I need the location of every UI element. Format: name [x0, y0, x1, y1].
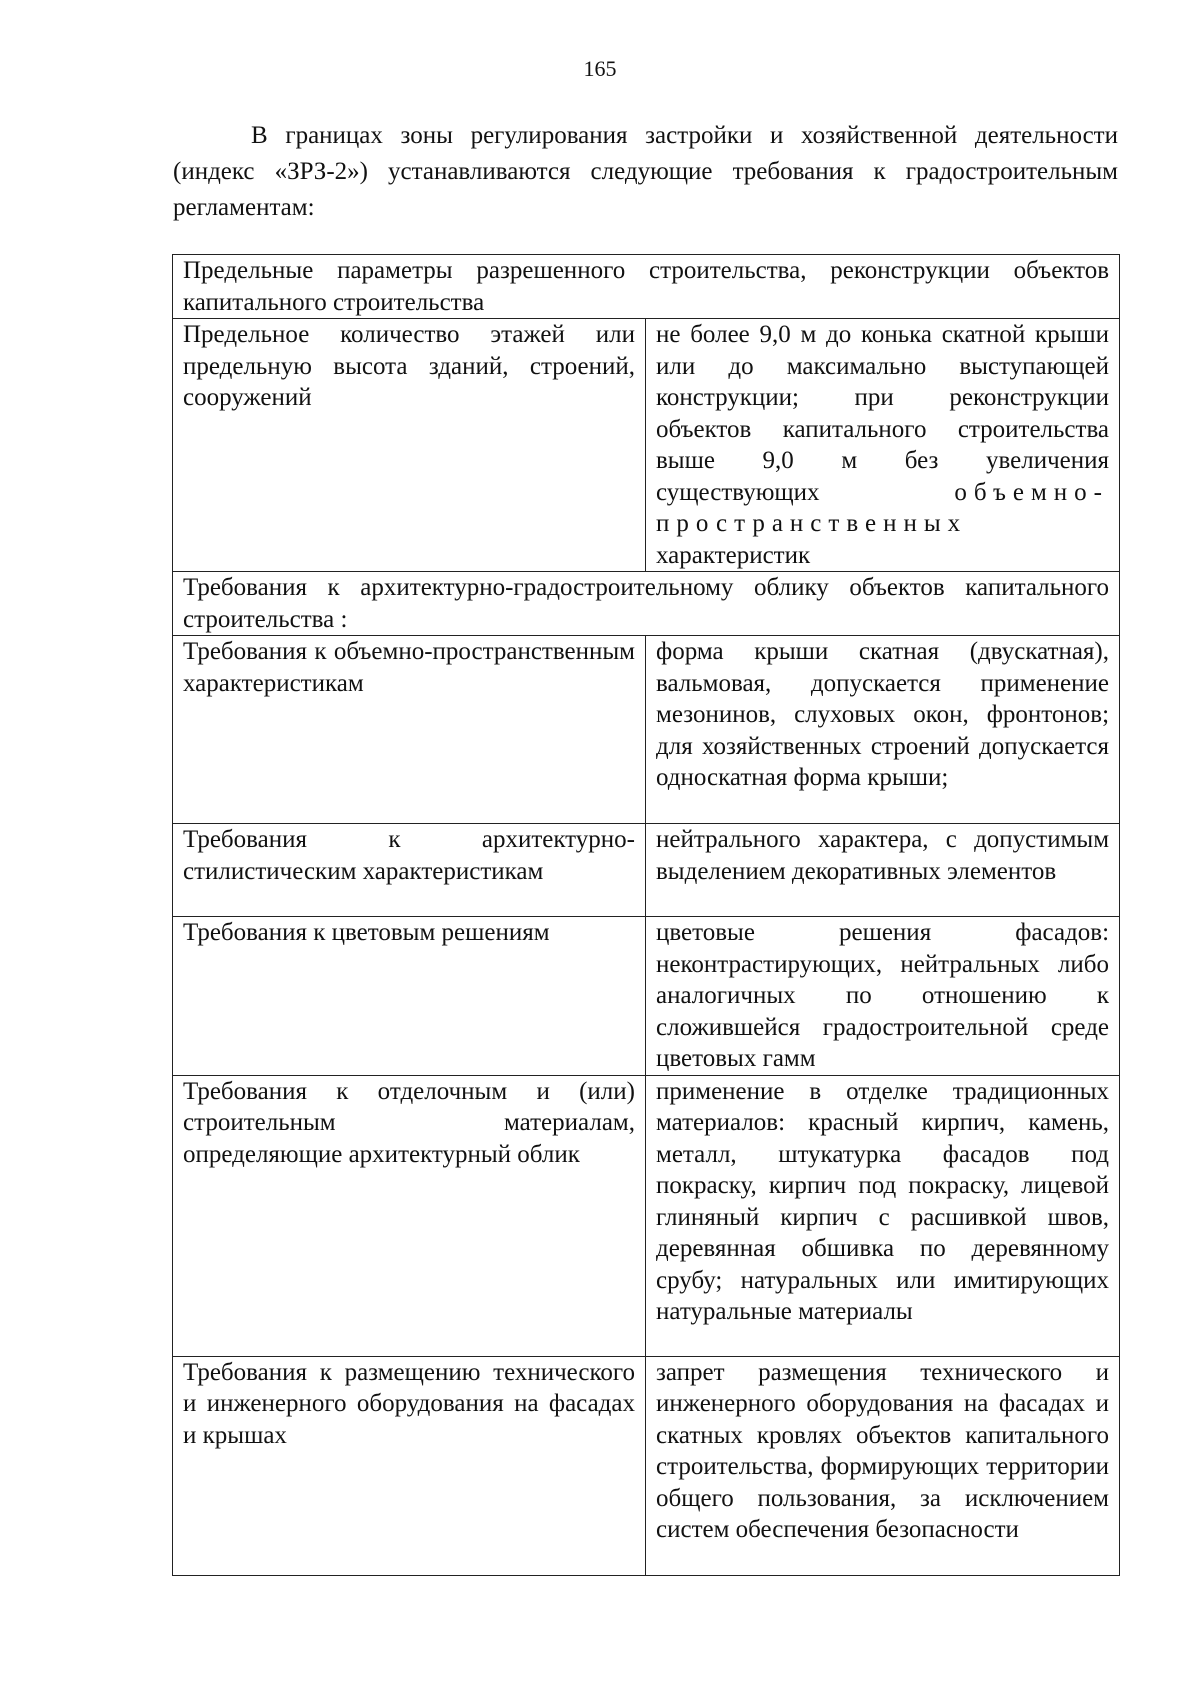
regulations-table: [172, 254, 1120, 1576]
row-value-volume: форма крыши скатная (двускатная), вальмовая, допускается применение мезонинов, слуховых окон, фронтонов; для хозяйственных строений допускается односкатная форма крыши;: [646, 636, 1120, 824]
section-header-appearance: Требования к архитектурно-градостроительному облику объектов капитального строительства :: [173, 572, 1120, 636]
row-value-floors-spaced: объемно-пространственных: [656, 478, 1110, 537]
row-value-floors: [646, 319, 1120, 572]
row-label-floors: Предельное количество этажей или предельную высота зданий, строений, сооружений: [173, 319, 646, 572]
row-label-equipment: Требования к размещению технического и инженерного оборудования на фасадах и крышах: [173, 1356, 646, 1575]
table-row: [173, 636, 1120, 824]
row-value-floors-part2: характеристик: [656, 541, 811, 569]
page-number: 165: [583, 56, 617, 81]
row-value-colors: цветовые решения фасадов: неконтрастирующих, нейтральных либо аналогичных по отношению к сложившейся градостроительной среде цветовых гамм: [646, 917, 1120, 1076]
row-label-volume: Требования к объемно-пространственным характеристикам: [173, 636, 646, 824]
table-section-header: [173, 572, 1120, 636]
table-row: [173, 319, 1120, 572]
row-value-materials: применение в отделке традиционных материалов: красный кирпич, камень, металл, штукатурка фасадов под покраску, кирпич под покраску, лицевой глиняный кирпич с расшивкой швов, деревянная обшивка по деревянному срубу; натуральных или имитирующих натуральные материалы: [646, 1075, 1120, 1356]
row-label-materials: Требования к отделочным и (или) строительным материалам, определяющие архитектурный облик: [173, 1075, 646, 1356]
row-value-equipment: запрет размещения технического и инженерного оборудования на фасадах и скатных кровлях объектов капитального строительства, формирующих территории общего пользования, за исключением систем обеспечения безопасности: [646, 1356, 1120, 1575]
table-row: [173, 1075, 1120, 1356]
table-row: [173, 917, 1120, 1076]
section-header-limits: Предельные параметры разрешенного строительства, реконструкции объектов капитального строительства: [173, 255, 1120, 319]
table-row: [173, 824, 1120, 917]
row-label-style: Требования к архитектурно-стилистическим характеристикам: [173, 824, 646, 917]
row-label-colors: Требования к цветовым решениям: [173, 917, 646, 1076]
table-row: [173, 1356, 1120, 1575]
row-value-floors-part1: не более 9,0 м до конька скатной крыши или до максимально выступающей конструкции; при реконструкции объектов капитального строительства выше 9,0 м без увеличения существующих: [656, 321, 1110, 506]
row-value-style: нейтрального характера, с допустимым выделением декоративных элементов: [646, 824, 1120, 917]
table-section-header: [173, 255, 1120, 319]
intro-paragraph: В границах зоны регулирования застройки и хозяйственной деятельности (индекс «ЗРЗ-2») устанавливаются следующие требования к градостроительным регламентам:: [173, 122, 1118, 221]
